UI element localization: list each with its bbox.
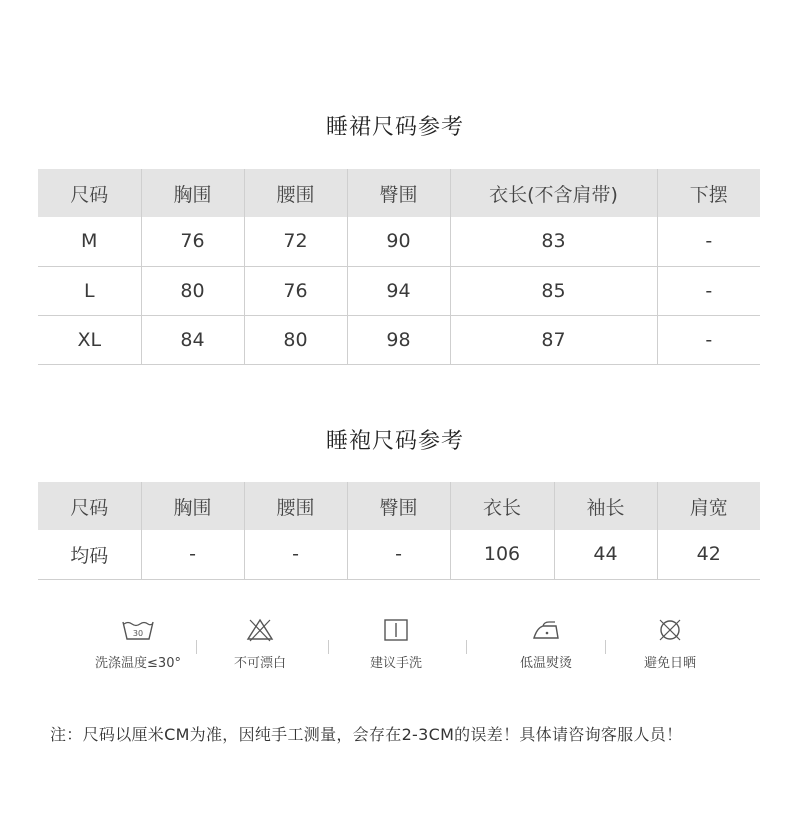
table-cell: - — [705, 230, 713, 253]
no-bleach-icon — [245, 618, 275, 642]
table-row — [38, 217, 760, 266]
nightdress-title: 睡裙尺码参考 — [325, 115, 464, 140]
table-cell: - — [141, 530, 244, 579]
table-cell: 84 — [141, 315, 244, 364]
table-cell: 80 — [244, 315, 347, 364]
nightdress-size-table — [38, 169, 760, 365]
care-instructions — [38, 618, 760, 678]
table-cell: - — [347, 530, 450, 579]
care-item-handwash — [331, 618, 461, 671]
header-shoulder: 肩宽 — [689, 496, 728, 519]
table-cell: 85 — [450, 266, 657, 315]
header-bust: 胸围 — [141, 169, 244, 217]
divider — [328, 640, 329, 654]
care-item-iron — [481, 618, 611, 671]
care-item-wash — [73, 618, 203, 671]
wash-30-icon — [121, 618, 155, 642]
header-bust: 胸围 — [141, 482, 244, 530]
header-size: 尺码 — [38, 482, 141, 530]
header-length: 衣长(不含肩带) — [450, 169, 657, 217]
table-cell: 72 — [244, 217, 347, 266]
care-label-sun: 避免日晒 — [643, 656, 696, 671]
care-item-bleach — [195, 618, 325, 671]
table-row — [38, 266, 760, 315]
no-sun-icon — [656, 618, 684, 642]
table-cell: 76 — [141, 217, 244, 266]
table-header-row — [38, 482, 760, 530]
table-cell: 87 — [450, 315, 657, 364]
table-cell: 均码 — [38, 530, 141, 579]
table-cell: 42 — [696, 543, 721, 566]
table-cell: M — [38, 217, 141, 266]
care-label-iron: 低温熨烫 — [519, 656, 572, 671]
table-cell: - — [705, 279, 713, 302]
table-cell: 80 — [141, 266, 244, 315]
header-size: 尺码 — [38, 169, 141, 217]
care-label-bleach: 不可漂白 — [233, 656, 286, 671]
table-row — [38, 315, 760, 364]
care-label-handwash: 建议手洗 — [369, 656, 422, 671]
table-cell: XL — [38, 315, 141, 364]
table-header-row — [38, 169, 760, 217]
header-waist: 腰围 — [244, 169, 347, 217]
header-hip: 臀围 — [347, 482, 450, 530]
low-iron-icon — [531, 618, 561, 642]
table-cell: 106 — [450, 530, 554, 579]
table-cell: 44 — [554, 530, 657, 579]
table-cell: 94 — [347, 266, 450, 315]
care-label-wash: 洗涤温度≤30° — [95, 656, 181, 671]
table-cell: - — [244, 530, 347, 579]
table-row — [38, 530, 760, 579]
header-sleeve: 袖长 — [554, 482, 657, 530]
robe-size-table — [38, 482, 760, 580]
header-hip: 臀围 — [347, 169, 450, 217]
table-cell: 76 — [244, 266, 347, 315]
divider — [466, 640, 467, 654]
table-cell: 98 — [347, 315, 450, 364]
hand-wash-icon — [382, 618, 410, 642]
care-item-sun — [605, 618, 735, 671]
table-cell: L — [38, 266, 141, 315]
table-cell: - — [705, 328, 713, 351]
header-length: 衣长 — [450, 482, 554, 530]
header-waist: 腰围 — [244, 482, 347, 530]
robe-title: 睡袍尺码参考 — [325, 429, 464, 454]
table-cell: 83 — [450, 217, 657, 266]
size-note: 注：尺码以厘米CM为准，因纯手工测量，会存在2-3CM的误差！具体请咨询客服人员！ — [50, 725, 683, 744]
table-cell: 90 — [347, 217, 450, 266]
wash-temp-text: 30 — [132, 629, 144, 638]
header-hem: 下摆 — [689, 183, 728, 206]
